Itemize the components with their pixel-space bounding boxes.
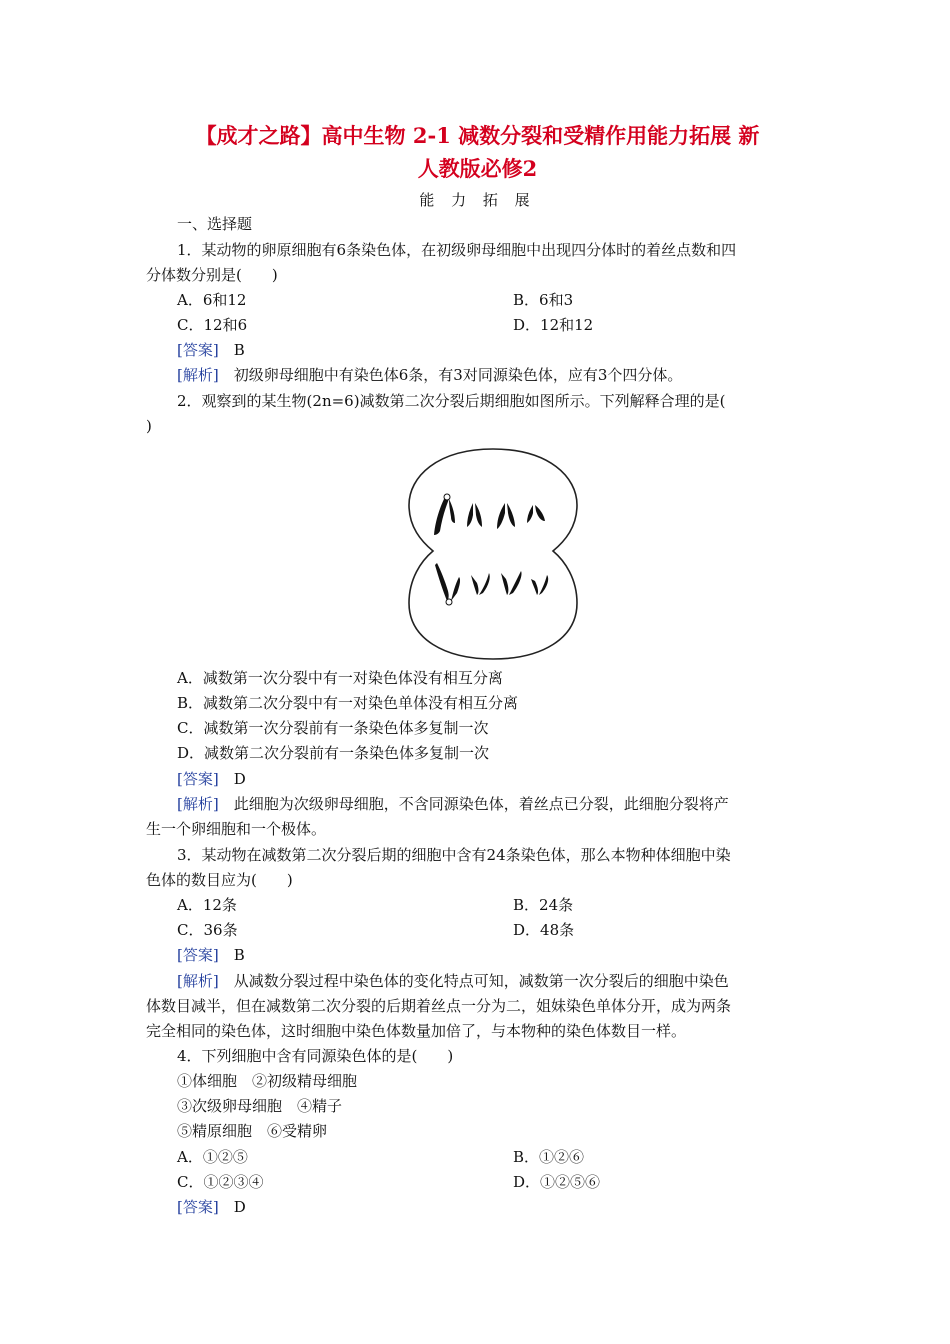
q4-option-c: C．①②③④ xyxy=(177,1173,264,1191)
q4-option-b: B．①②⑥ xyxy=(513,1148,585,1166)
q2-stem-line-1: 2．观察到的某生物(2n=6)减数第二次分裂后期细胞如图所示。下列解释合理的是( xyxy=(177,392,726,410)
q2-answer-value: D xyxy=(233,770,246,788)
answer-tag: [答案] xyxy=(177,770,219,788)
q1-option-a: A．6和12 xyxy=(177,291,247,309)
q3-option-a: A．12条 xyxy=(177,896,237,914)
answer-tag: [答案] xyxy=(177,946,219,964)
q1-option-b: B．6和3 xyxy=(513,291,574,309)
q4-option-a: A．①②⑤ xyxy=(177,1148,248,1166)
q1-answer-value: B xyxy=(233,341,245,359)
q1-stem-line-1: 1．某动物的卵原细胞有6条染色体，在初级卵母细胞中出现四分体时的着丝点数和四 xyxy=(177,241,737,259)
q3-analysis-line-3: 完全相同的染色体，这时细胞中染色体数量加倍了，与本物种的染色体数目一样。 xyxy=(146,1022,687,1040)
analysis-tag: [解析] xyxy=(177,795,219,813)
q3-analysis-line-1 xyxy=(177,971,837,991)
cell-division-figure xyxy=(405,447,581,661)
q2-stem-line-2: ) xyxy=(146,417,152,435)
q3-analysis-line-2: 体数目减半，但在减数第二次分裂的后期着丝点一分为二，姐妹染色单体分开，成为两条 xyxy=(146,997,732,1015)
q3-option-b: B．24条 xyxy=(513,896,574,914)
cell-membrane xyxy=(409,449,577,659)
q2-analysis-line-1 xyxy=(177,794,837,814)
q4-item-2: ③次级卵母细胞 ④精子 xyxy=(177,1097,343,1115)
q2-analysis-text: 此细胞为次级卵母细胞，不含同源染色体，着丝点已分裂，此细胞分裂将产 xyxy=(233,795,729,813)
q2-option-b: B．减数第二次分裂中有一对染色单体没有相互分离 xyxy=(177,694,519,712)
q3-option-c: C．36条 xyxy=(177,921,238,939)
q3-answer-value: B xyxy=(233,946,245,964)
document-subtitle: 能 力 拓 展 xyxy=(419,191,536,209)
q3-answer xyxy=(177,945,837,965)
q4-stem: 4．下列细胞中含有同源染色体的是( ) xyxy=(177,1047,454,1065)
q3-option-d: D．48条 xyxy=(513,921,575,939)
q2-option-a: A．减数第一次分裂中有一对染色体没有相互分离 xyxy=(177,669,503,687)
centromere xyxy=(444,494,450,500)
q1-analysis xyxy=(177,365,837,385)
q2-option-c: C．减数第一次分裂前有一条染色体多复制一次 xyxy=(177,719,489,737)
q4-option-d: D．①②⑤⑥ xyxy=(513,1173,601,1191)
answer-tag: [答案] xyxy=(177,341,219,359)
q2-answer xyxy=(177,769,837,789)
q3-analysis-text: 从减数分裂过程中染色体的变化特点可知，减数第一次分裂后的细胞中染色 xyxy=(233,972,729,990)
q2-option-d: D．减数第二次分裂前有一条染色体多复制一次 xyxy=(177,744,490,762)
centromere xyxy=(446,599,452,605)
q1-stem-line-2: 分体数分别是( ) xyxy=(146,266,278,284)
q4-answer-value: D xyxy=(233,1198,246,1216)
document-title-line-2: 人教版必修2 xyxy=(417,156,538,181)
q1-analysis-text: 初级卵母细胞中有染色体6条，有3对同源染色体，应有3个四分体。 xyxy=(233,366,683,384)
q3-stem-line-1: 3．某动物在减数第二次分裂后期的细胞中含有24条染色体，那么本物种体细胞中染 xyxy=(177,846,731,864)
q2-analysis-line-2: 生一个卵细胞和一个极体。 xyxy=(146,820,327,838)
q4-answer xyxy=(177,1197,837,1217)
q1-answer xyxy=(177,340,837,360)
document-title-line-1: 【成才之路】高中生物 2-1 减数分裂和受精作用能力拓展 新 xyxy=(195,123,760,148)
section-heading: 一、选择题 xyxy=(177,215,253,233)
q1-option-d: D．12和12 xyxy=(513,316,594,334)
q4-item-3: ⑤精原细胞 ⑥受精卵 xyxy=(177,1122,328,1140)
q4-item-1: ①体细胞 ②初级精母细胞 xyxy=(177,1072,358,1090)
answer-tag: [答案] xyxy=(177,1198,219,1216)
analysis-tag: [解析] xyxy=(177,366,219,384)
q3-stem-line-2: 色体的数目应为( ) xyxy=(146,871,293,889)
analysis-tag: [解析] xyxy=(177,972,219,990)
q1-option-c: C．12和6 xyxy=(177,316,248,334)
